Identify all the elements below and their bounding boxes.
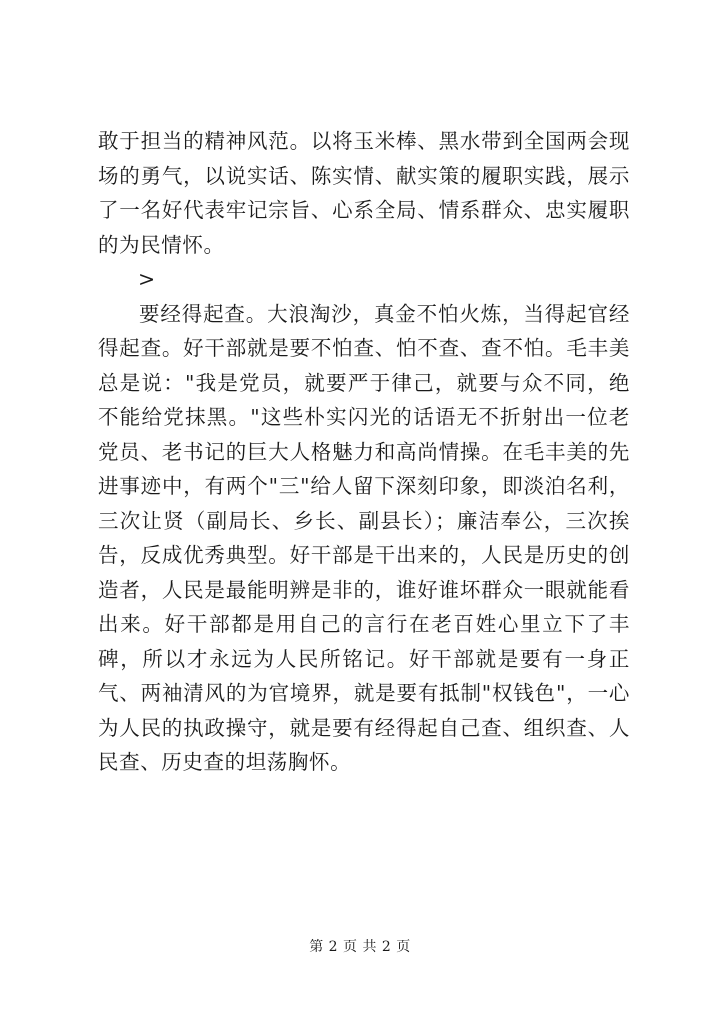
section-marker: > (138, 267, 156, 291)
document-body (98, 124, 630, 780)
paragraph-review: 要经得起查。大浪淘沙，真金不怕火炼，当得起官经得起查。好干部就是要不怕查、怕不查、查不怕。毛丰美总是说："我是党员，就要严于律己，就要与众不同，绝不能给党抹黑。"这些朴实闪光的话语无不折射出一位老党员、老书记的巨大人格魅力和高尚情操。在毛丰美的先进事迹中，有两个"三"给人留下深刻印象，即淡泊名利，三次让贤（副局长、乡长、副县长）；廉洁奉公，三次挨告，反成优秀典型。好干部是干出来的，人民是历史的创造者，人民是最能明辨是非的，谁好谁坏群众一眼就能看出来。好干部都是用自己的言行在老百姓心里立下了丰碑，所以才永远为人民所铭记。好干部就是要有一身正气、两袖清风的为官境界，就是要有抵制"权钱色"，一心为人民的执政操守，就是要有经得起自己查、组织查、人民查、历史查的坦荡胸怀。 (98, 301, 630, 774)
paragraph-continuation: 敢于担当的精神风范。以将玉米棒、黑水带到全国两会现场的勇气，以说实话、陈实情、献实策的履职实践，展示了一名好代表牢记宗旨、心系全局、情系群众、忠实履职的为民情怀。 (98, 129, 630, 257)
page-number-footer: 第 2 页 共 2 页 (309, 939, 411, 955)
